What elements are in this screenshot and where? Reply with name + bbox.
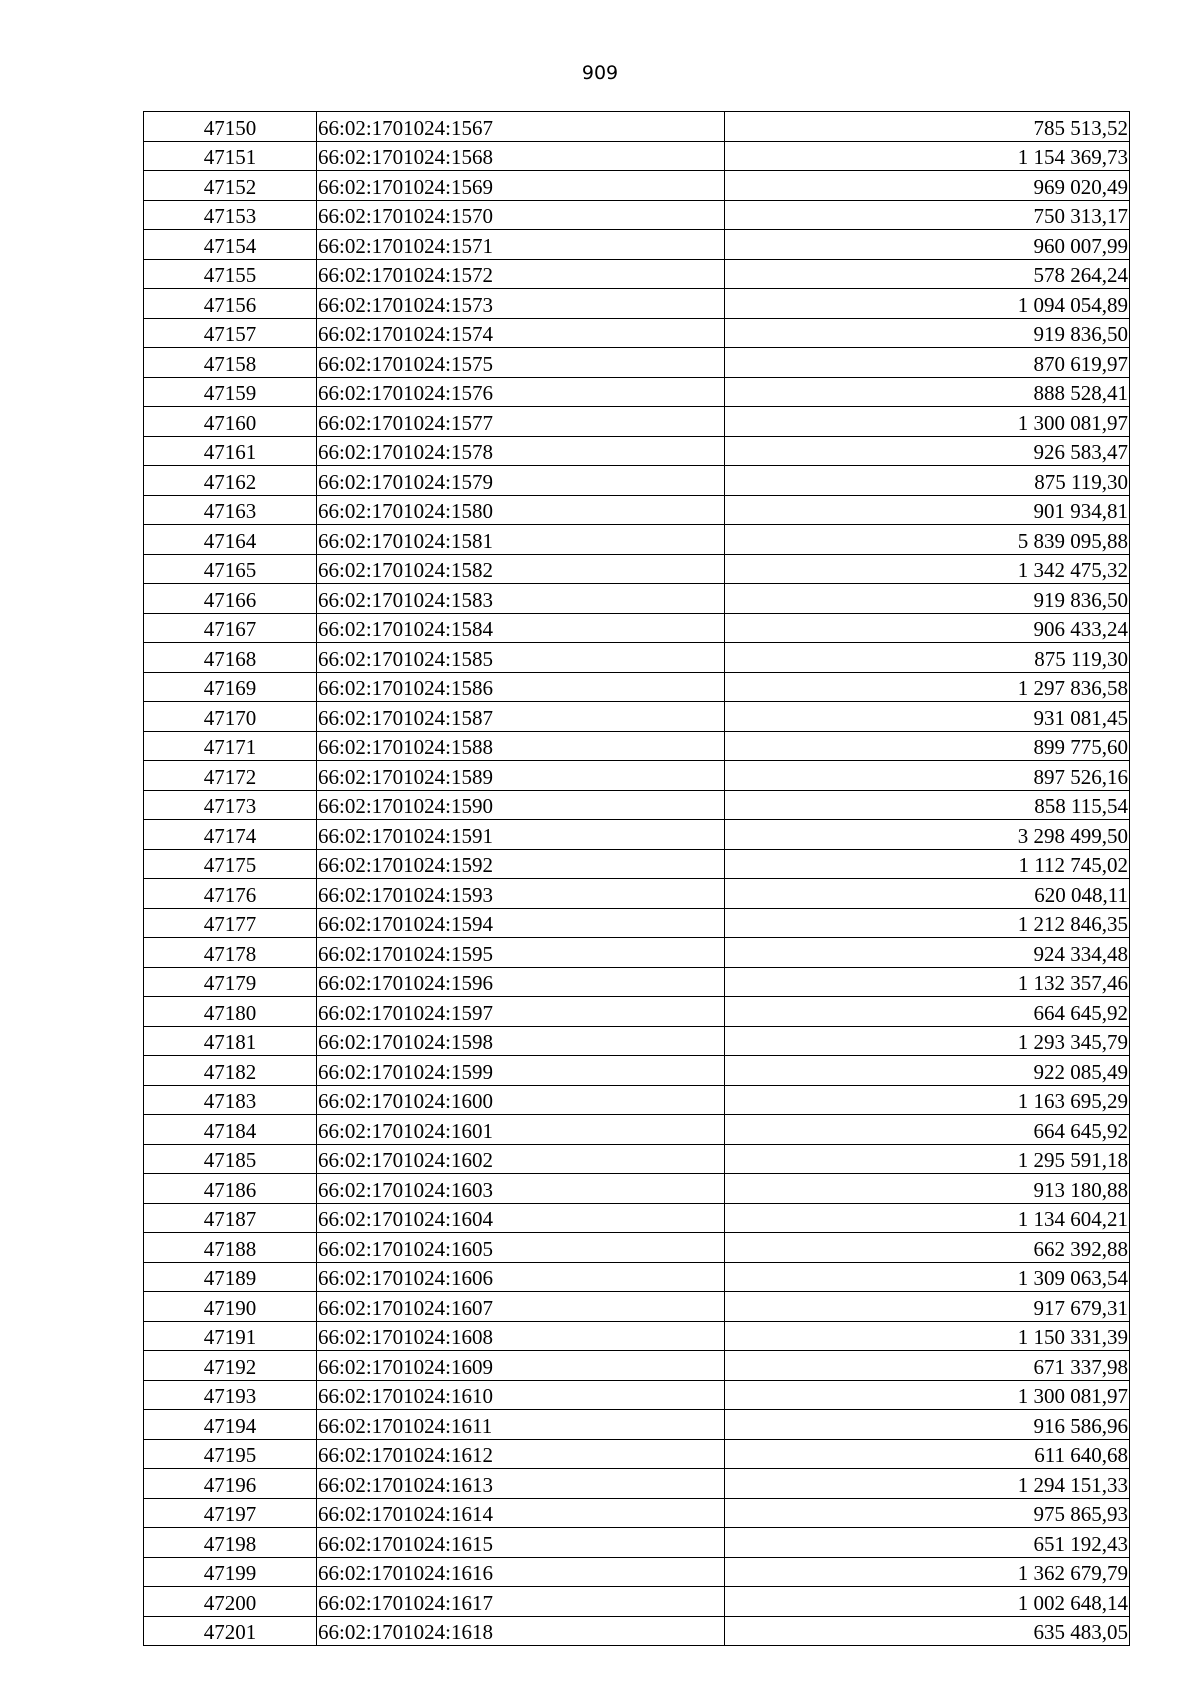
cadastral-value-cell: 1 300 081,97 xyxy=(725,1380,1130,1410)
cadastral-number-cell: 66:02:1701024:1585 xyxy=(317,643,725,673)
row-number-cell: 47177 xyxy=(144,908,317,938)
cadastral-value-cell: 858 115,54 xyxy=(725,790,1130,820)
row-number-cell: 47166 xyxy=(144,584,317,614)
table-row xyxy=(144,407,1130,437)
cadastral-value-cell: 651 192,43 xyxy=(725,1528,1130,1558)
cadastral-value-cell: 875 119,30 xyxy=(725,466,1130,496)
cadastral-number-cell: 66:02:1701024:1578 xyxy=(317,436,725,466)
cadastral-value-cell: 1 002 648,14 xyxy=(725,1587,1130,1617)
table-row xyxy=(144,112,1130,142)
cadastral-number-cell: 66:02:1701024:1618 xyxy=(317,1616,725,1646)
table-row xyxy=(144,1616,1130,1646)
table-row xyxy=(144,997,1130,1027)
cadastral-value-cell: 750 313,17 xyxy=(725,200,1130,230)
row-number-cell: 47180 xyxy=(144,997,317,1027)
table-row xyxy=(144,1292,1130,1322)
cadastral-number-cell: 66:02:1701024:1600 xyxy=(317,1085,725,1115)
row-number-cell: 47161 xyxy=(144,436,317,466)
row-number-cell: 47150 xyxy=(144,112,317,142)
row-number-cell: 47165 xyxy=(144,554,317,584)
row-number-cell: 47156 xyxy=(144,289,317,319)
cadastral-value-cell: 888 528,41 xyxy=(725,377,1130,407)
row-number-cell: 47198 xyxy=(144,1528,317,1558)
row-number-cell: 47160 xyxy=(144,407,317,437)
cadastral-number-cell: 66:02:1701024:1604 xyxy=(317,1203,725,1233)
cadastral-number-cell: 66:02:1701024:1605 xyxy=(317,1233,725,1263)
row-number-cell: 47194 xyxy=(144,1410,317,1440)
cadastral-number-cell: 66:02:1701024:1575 xyxy=(317,348,725,378)
row-number-cell: 47152 xyxy=(144,171,317,201)
table-row xyxy=(144,525,1130,555)
cadastral-number-cell: 66:02:1701024:1608 xyxy=(317,1321,725,1351)
cadastral-value-cell: 1 212 846,35 xyxy=(725,908,1130,938)
row-number-cell: 47159 xyxy=(144,377,317,407)
row-number-cell: 47193 xyxy=(144,1380,317,1410)
cadastral-value-cell: 611 640,68 xyxy=(725,1439,1130,1469)
table-row xyxy=(144,643,1130,673)
cadastral-number-cell: 66:02:1701024:1615 xyxy=(317,1528,725,1558)
row-number-cell: 47186 xyxy=(144,1174,317,1204)
table-row xyxy=(144,1233,1130,1263)
table-row xyxy=(144,672,1130,702)
row-number-cell: 47174 xyxy=(144,820,317,850)
cadastral-value-cell: 635 483,05 xyxy=(725,1616,1130,1646)
row-number-cell: 47151 xyxy=(144,141,317,171)
row-number-cell: 47181 xyxy=(144,1026,317,1056)
row-number-cell: 47170 xyxy=(144,702,317,732)
cadastral-value-cell: 785 513,52 xyxy=(725,112,1130,142)
row-number-cell: 47199 xyxy=(144,1557,317,1587)
cadastral-number-cell: 66:02:1701024:1580 xyxy=(317,495,725,525)
cadastral-number-cell: 66:02:1701024:1603 xyxy=(317,1174,725,1204)
row-number-cell: 47184 xyxy=(144,1115,317,1145)
table-row xyxy=(144,200,1130,230)
cadastral-number-cell: 66:02:1701024:1616 xyxy=(317,1557,725,1587)
cadastral-number-cell: 66:02:1701024:1581 xyxy=(317,525,725,555)
cadastral-number-cell: 66:02:1701024:1586 xyxy=(317,672,725,702)
table-row xyxy=(144,1439,1130,1469)
row-number-cell: 47158 xyxy=(144,348,317,378)
row-number-cell: 47190 xyxy=(144,1292,317,1322)
row-number-cell: 47191 xyxy=(144,1321,317,1351)
cadastral-number-cell: 66:02:1701024:1579 xyxy=(317,466,725,496)
table-row xyxy=(144,259,1130,289)
row-number-cell: 47153 xyxy=(144,200,317,230)
row-number-cell: 47185 xyxy=(144,1144,317,1174)
cadastral-number-cell: 66:02:1701024:1592 xyxy=(317,849,725,879)
cadastral-value-cell: 620 048,11 xyxy=(725,879,1130,909)
cadastral-number-cell: 66:02:1701024:1610 xyxy=(317,1380,725,1410)
cadastral-value-cell: 901 934,81 xyxy=(725,495,1130,525)
cadastral-number-cell: 66:02:1701024:1599 xyxy=(317,1056,725,1086)
row-number-cell: 47169 xyxy=(144,672,317,702)
row-number-cell: 47175 xyxy=(144,849,317,879)
cadastral-number-cell: 66:02:1701024:1573 xyxy=(317,289,725,319)
cadastral-value-cell: 1 309 063,54 xyxy=(725,1262,1130,1292)
cadastral-value-cell: 1 134 604,21 xyxy=(725,1203,1130,1233)
row-number-cell: 47154 xyxy=(144,230,317,260)
table-row xyxy=(144,495,1130,525)
row-number-cell: 47173 xyxy=(144,790,317,820)
cadastral-value-cell: 664 645,92 xyxy=(725,997,1130,1027)
cadastral-number-cell: 66:02:1701024:1596 xyxy=(317,967,725,997)
cadastral-value-cell: 1 094 054,89 xyxy=(725,289,1130,319)
cadastral-number-cell: 66:02:1701024:1590 xyxy=(317,790,725,820)
cadastral-number-cell: 66:02:1701024:1597 xyxy=(317,997,725,1027)
row-number-cell: 47172 xyxy=(144,761,317,791)
cadastral-number-cell: 66:02:1701024:1595 xyxy=(317,938,725,968)
row-number-cell: 47155 xyxy=(144,259,317,289)
cadastral-value-cell: 926 583,47 xyxy=(725,436,1130,466)
table-row xyxy=(144,820,1130,850)
table-row xyxy=(144,1498,1130,1528)
table-row xyxy=(144,879,1130,909)
row-number-cell: 47195 xyxy=(144,1439,317,1469)
cadastral-number-cell: 66:02:1701024:1598 xyxy=(317,1026,725,1056)
row-number-cell: 47197 xyxy=(144,1498,317,1528)
cadastral-number-cell: 66:02:1701024:1588 xyxy=(317,731,725,761)
row-number-cell: 47178 xyxy=(144,938,317,968)
cadastral-value-cell: 969 020,49 xyxy=(725,171,1130,201)
row-number-cell: 47188 xyxy=(144,1233,317,1263)
cadastral-value-cell: 924 334,48 xyxy=(725,938,1130,968)
table-row xyxy=(144,1380,1130,1410)
row-number-cell: 47168 xyxy=(144,643,317,673)
cadastral-value-cell: 913 180,88 xyxy=(725,1174,1130,1204)
table-row xyxy=(144,1144,1130,1174)
page-number: 909 xyxy=(581,62,619,84)
row-number-cell: 47192 xyxy=(144,1351,317,1381)
cadastral-number-cell: 66:02:1701024:1583 xyxy=(317,584,725,614)
cadastral-value-cell: 875 119,30 xyxy=(725,643,1130,673)
cadastral-value-cell: 1 112 745,02 xyxy=(725,849,1130,879)
cadastral-value-cell: 917 679,31 xyxy=(725,1292,1130,1322)
cadastral-number-cell: 66:02:1701024:1589 xyxy=(317,761,725,791)
table-row xyxy=(144,1203,1130,1233)
row-number-cell: 47171 xyxy=(144,731,317,761)
table-body xyxy=(144,112,1130,1646)
cadastral-value-cell: 870 619,97 xyxy=(725,348,1130,378)
cadastral-number-cell: 66:02:1701024:1609 xyxy=(317,1351,725,1381)
table-row xyxy=(144,731,1130,761)
row-number-cell: 47179 xyxy=(144,967,317,997)
cadastral-value-cell: 1 150 331,39 xyxy=(725,1321,1130,1351)
cadastral-value-cell: 1 154 369,73 xyxy=(725,141,1130,171)
row-number-cell: 47196 xyxy=(144,1469,317,1499)
cadastral-number-cell: 66:02:1701024:1571 xyxy=(317,230,725,260)
table-row xyxy=(144,377,1130,407)
cadastral-number-cell: 66:02:1701024:1607 xyxy=(317,1292,725,1322)
cadastral-number-cell: 66:02:1701024:1591 xyxy=(317,820,725,850)
cadastral-value-cell: 1 132 357,46 xyxy=(725,967,1130,997)
cadastral-number-cell: 66:02:1701024:1606 xyxy=(317,1262,725,1292)
cadastral-value-cell: 931 081,45 xyxy=(725,702,1130,732)
row-number-cell: 47176 xyxy=(144,879,317,909)
cadastral-value-cell: 662 392,88 xyxy=(725,1233,1130,1263)
table-row xyxy=(144,230,1130,260)
table-row xyxy=(144,790,1130,820)
row-number-cell: 47157 xyxy=(144,318,317,348)
table-row xyxy=(144,1321,1130,1351)
table-row xyxy=(144,1351,1130,1381)
cadastral-number-cell: 66:02:1701024:1567 xyxy=(317,112,725,142)
row-number-cell: 47201 xyxy=(144,1616,317,1646)
row-number-cell: 47163 xyxy=(144,495,317,525)
table-row xyxy=(144,908,1130,938)
table-row xyxy=(144,702,1130,732)
cadastral-value-cell: 1 294 151,33 xyxy=(725,1469,1130,1499)
row-number-cell: 47164 xyxy=(144,525,317,555)
cadastral-value-cell: 899 775,60 xyxy=(725,731,1130,761)
table-row xyxy=(144,171,1130,201)
cadastral-value-cell: 906 433,24 xyxy=(725,613,1130,643)
row-number-cell: 47167 xyxy=(144,613,317,643)
row-number-cell: 47183 xyxy=(144,1085,317,1115)
cadastral-value-cell: 916 586,96 xyxy=(725,1410,1130,1440)
cadastral-number-cell: 66:02:1701024:1582 xyxy=(317,554,725,584)
cadastral-number-cell: 66:02:1701024:1572 xyxy=(317,259,725,289)
table-row xyxy=(144,318,1130,348)
cadastral-number-cell: 66:02:1701024:1577 xyxy=(317,407,725,437)
table-row xyxy=(144,436,1130,466)
cadastral-number-cell: 66:02:1701024:1568 xyxy=(317,141,725,171)
table-row xyxy=(144,466,1130,496)
table-row xyxy=(144,761,1130,791)
cadastral-number-cell: 66:02:1701024:1602 xyxy=(317,1144,725,1174)
table-row xyxy=(144,1115,1130,1145)
table-row xyxy=(144,141,1130,171)
cadastral-value-cell: 975 865,93 xyxy=(725,1498,1130,1528)
cadastral-value-cell: 919 836,50 xyxy=(725,584,1130,614)
row-number-cell: 47200 xyxy=(144,1587,317,1617)
cadastral-value-cell: 960 007,99 xyxy=(725,230,1130,260)
table-row xyxy=(144,613,1130,643)
row-number-cell: 47182 xyxy=(144,1056,317,1086)
cadastral-number-cell: 66:02:1701024:1612 xyxy=(317,1439,725,1469)
cadastral-value-cell: 897 526,16 xyxy=(725,761,1130,791)
table-row xyxy=(144,1085,1130,1115)
table-row xyxy=(144,938,1130,968)
cadastral-value-cell: 1 293 345,79 xyxy=(725,1026,1130,1056)
cadastral-number-cell: 66:02:1701024:1611 xyxy=(317,1410,725,1440)
cadastral-value-cell: 5 839 095,88 xyxy=(725,525,1130,555)
cadastral-value-table xyxy=(143,111,1130,1646)
table-row xyxy=(144,289,1130,319)
table-row xyxy=(144,1557,1130,1587)
cadastral-number-cell: 66:02:1701024:1584 xyxy=(317,613,725,643)
table-row xyxy=(144,1056,1130,1086)
table-row xyxy=(144,1026,1130,1056)
cadastral-value-cell: 1 297 836,58 xyxy=(725,672,1130,702)
table-row xyxy=(144,849,1130,879)
cadastral-number-cell: 66:02:1701024:1594 xyxy=(317,908,725,938)
row-number-cell: 47162 xyxy=(144,466,317,496)
cadastral-value-cell: 1 163 695,29 xyxy=(725,1085,1130,1115)
table-row xyxy=(144,348,1130,378)
cadastral-number-cell: 66:02:1701024:1574 xyxy=(317,318,725,348)
row-number-cell: 47187 xyxy=(144,1203,317,1233)
table-row xyxy=(144,1410,1130,1440)
table-row xyxy=(144,554,1130,584)
cadastral-number-cell: 66:02:1701024:1617 xyxy=(317,1587,725,1617)
table-row xyxy=(144,1174,1130,1204)
cadastral-value-cell: 664 645,92 xyxy=(725,1115,1130,1145)
cadastral-value-cell: 1 362 679,79 xyxy=(725,1557,1130,1587)
table-row xyxy=(144,1262,1130,1292)
table-row xyxy=(144,1528,1130,1558)
cadastral-value-cell: 671 337,98 xyxy=(725,1351,1130,1381)
cadastral-value-cell: 3 298 499,50 xyxy=(725,820,1130,850)
table-row xyxy=(144,584,1130,614)
cadastral-number-cell: 66:02:1701024:1587 xyxy=(317,702,725,732)
cadastral-value-cell: 922 085,49 xyxy=(725,1056,1130,1086)
table-row xyxy=(144,967,1130,997)
cadastral-value-cell: 919 836,50 xyxy=(725,318,1130,348)
cadastral-number-cell: 66:02:1701024:1601 xyxy=(317,1115,725,1145)
cadastral-value-cell: 1 300 081,97 xyxy=(725,407,1130,437)
cadastral-value-cell: 1 295 591,18 xyxy=(725,1144,1130,1174)
table-row xyxy=(144,1587,1130,1617)
cadastral-value-cell: 1 342 475,32 xyxy=(725,554,1130,584)
cadastral-value-cell: 578 264,24 xyxy=(725,259,1130,289)
table-row xyxy=(144,1469,1130,1499)
cadastral-number-cell: 66:02:1701024:1593 xyxy=(317,879,725,909)
cadastral-number-cell: 66:02:1701024:1614 xyxy=(317,1498,725,1528)
cadastral-number-cell: 66:02:1701024:1570 xyxy=(317,200,725,230)
cadastral-number-cell: 66:02:1701024:1576 xyxy=(317,377,725,407)
cadastral-number-cell: 66:02:1701024:1613 xyxy=(317,1469,725,1499)
cadastral-number-cell: 66:02:1701024:1569 xyxy=(317,171,725,201)
row-number-cell: 47189 xyxy=(144,1262,317,1292)
